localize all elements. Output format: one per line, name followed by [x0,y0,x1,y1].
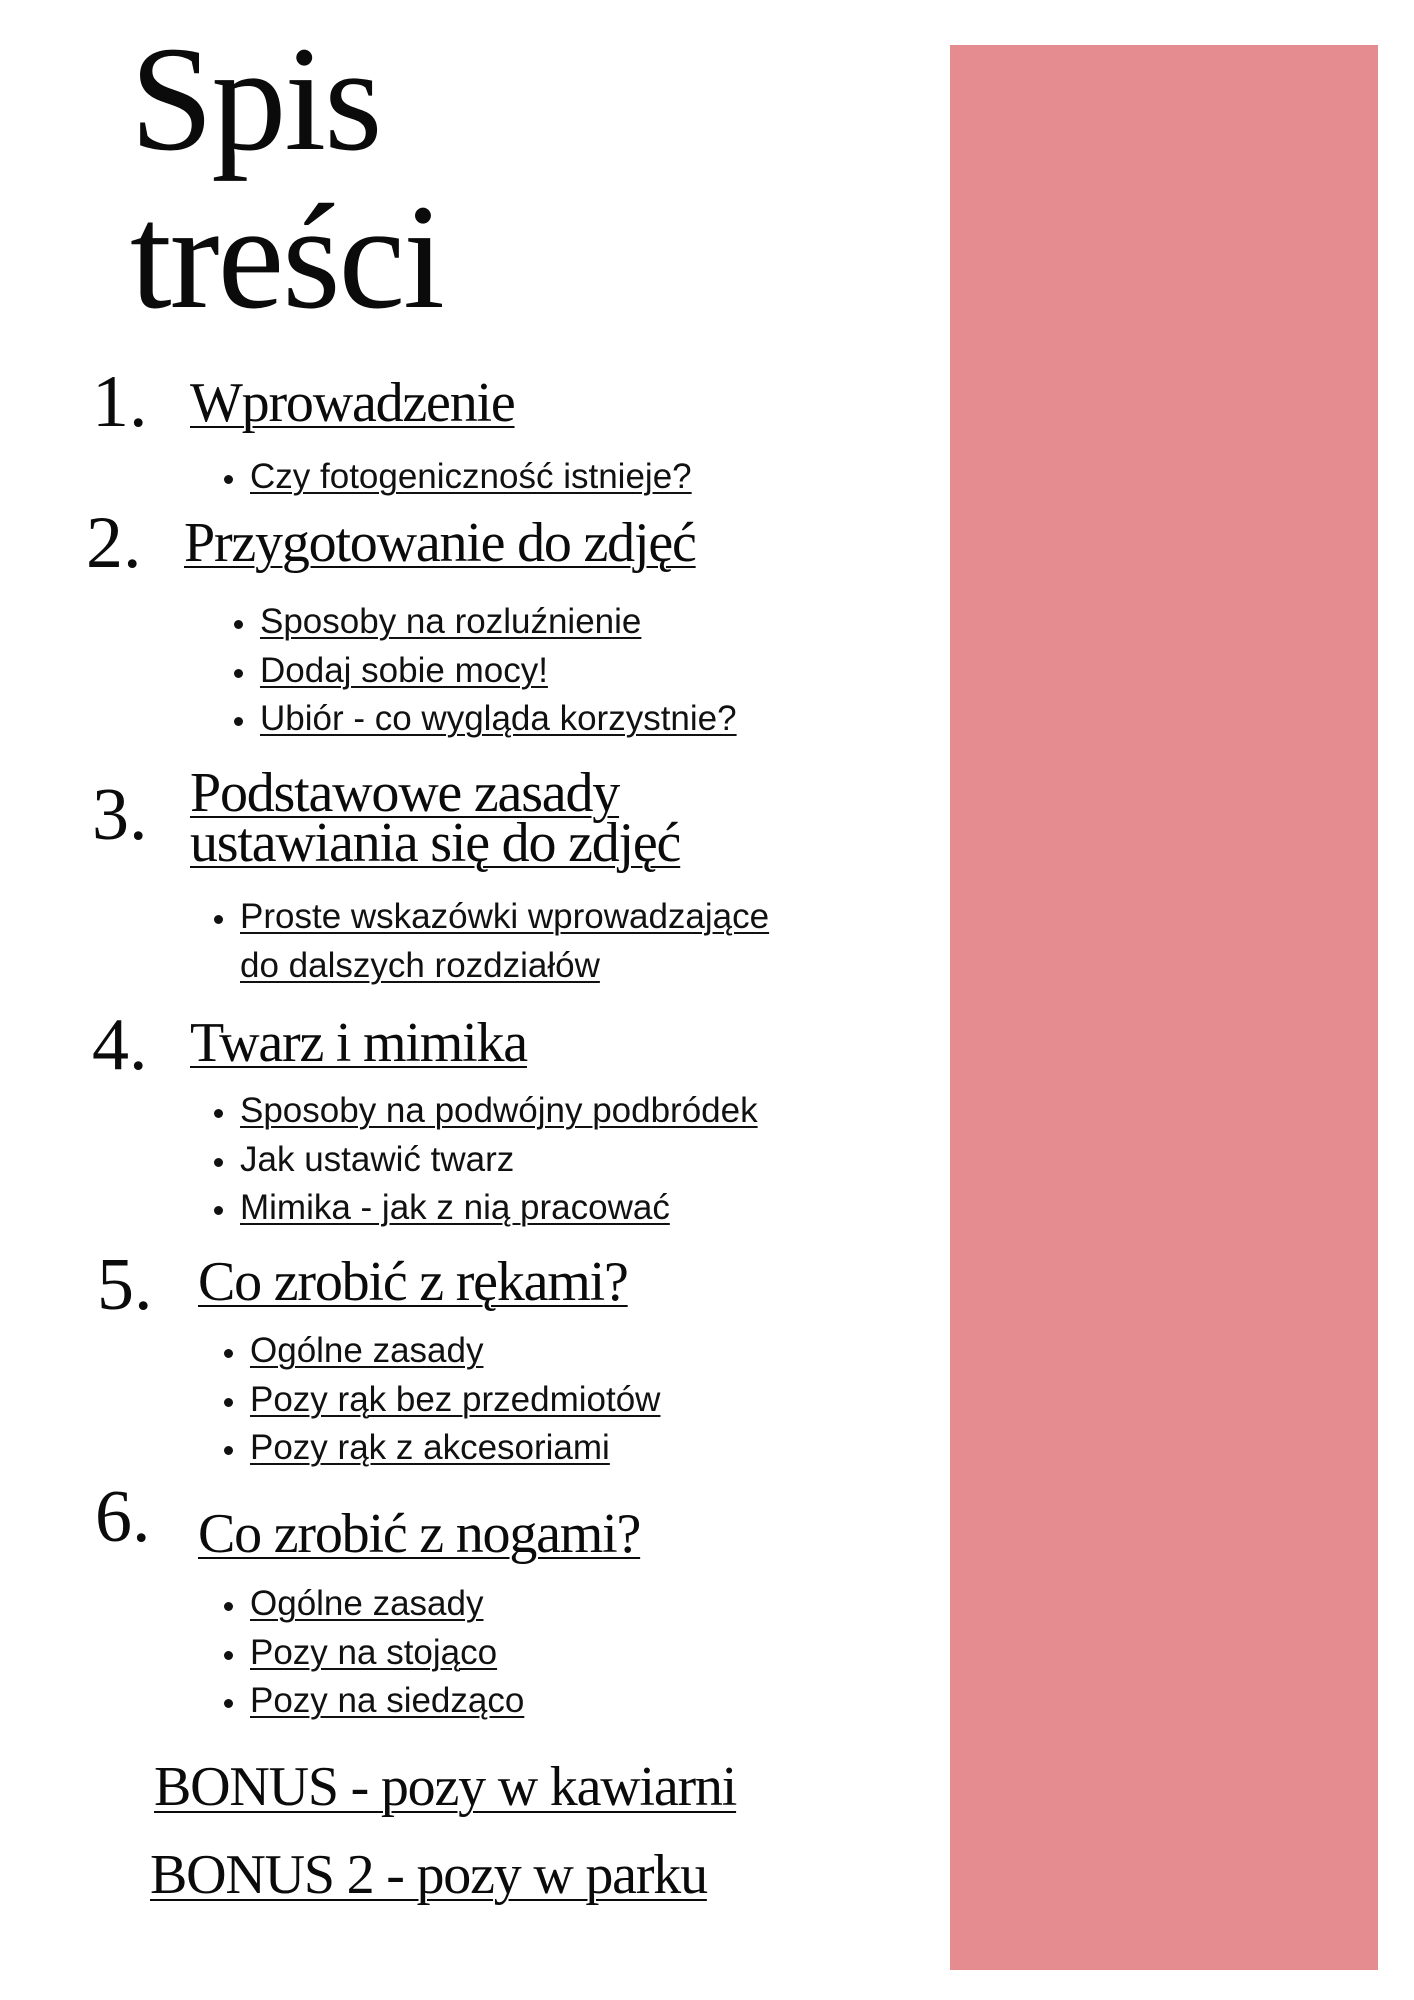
list-item [248,1424,660,1473]
subsection-link[interactable]: Pozy rąk bez przedmiotów [250,1379,661,1419]
list-item [248,1376,660,1425]
list-item [248,1327,660,1376]
bonus-link-park[interactable]: BONUS 2 - pozy w parku [150,1844,707,1906]
subsection-text: Jak ustawić twarz [240,1139,515,1179]
list-item [248,1629,524,1678]
subsection-link[interactable]: Proste wskazówki wprowadzające [240,897,770,936]
section-title-link[interactable]: Wprowadzenie [190,372,515,434]
section-number: 6. [95,1476,151,1558]
subsection-list [218,1580,524,1726]
subsection-link-continued[interactable]: do dalszych rozdziałów [240,945,600,985]
subsection-list [218,1327,660,1473]
subsection-link[interactable]: Ubiór - co wygląda korzystnie? [260,699,737,738]
section-number: 4. [92,1004,148,1086]
decorative-pink-panel [950,45,1378,1970]
subsection-link[interactable]: Ogólne zasady [250,1584,484,1623]
section-title-link[interactable]: Twarz i mimika [190,1012,527,1074]
list-item [248,453,692,502]
list-item [238,893,769,990]
bonus-link-cafe[interactable]: BONUS - pozy w kawiarni [154,1756,737,1818]
page-title-line1: Spis [130,16,381,182]
list-item [238,1184,758,1233]
subsection-list [228,598,737,744]
subsection-link[interactable]: Mimika - jak z nią pracować [240,1188,670,1227]
subsection-link[interactable]: Czy fotogeniczność istnieje? [250,457,692,496]
section-number: 1. [92,361,148,443]
section-title-line1: Podstawowe zasady [190,762,620,824]
list-item [258,647,737,696]
subsection-list [208,1087,758,1233]
subsection-link[interactable]: Pozy na stojąco [250,1632,498,1672]
subsection-link[interactable]: Pozy rąk z akcesoriami [250,1428,610,1467]
section-title-link[interactable]: Przygotowanie do zdjęć [184,512,696,574]
page-title-line2: treści [130,174,443,340]
section-number: 3. [92,774,148,856]
section-title-link[interactable] [190,762,681,874]
section-title-link[interactable]: Co zrobić z nogami? [198,1503,641,1565]
subsection-list [218,453,692,502]
section-title-line2: ustawiania się do zdjęć [190,812,681,874]
list-item [248,1580,524,1629]
subsection-link[interactable]: Pozy na siedząco [250,1681,525,1720]
list-item [238,1136,758,1185]
subsection-link[interactable]: Ogólne zasady [250,1331,484,1370]
list-item [258,598,737,647]
list-item [238,1087,758,1136]
subsection-link[interactable]: Sposoby na podwójny podbródek [240,1091,758,1130]
section-number: 2. [86,502,142,584]
subsection-link[interactable]: Sposoby na rozluźnienie [260,602,642,641]
page-title [130,16,443,340]
section-title-link[interactable]: Co zrobić z rękami? [198,1251,628,1313]
list-item [258,695,737,744]
list-item [248,1677,524,1726]
subsection-list [208,893,769,990]
section-number: 5. [97,1244,153,1326]
subsection-link[interactable]: Dodaj sobie mocy! [260,650,548,690]
